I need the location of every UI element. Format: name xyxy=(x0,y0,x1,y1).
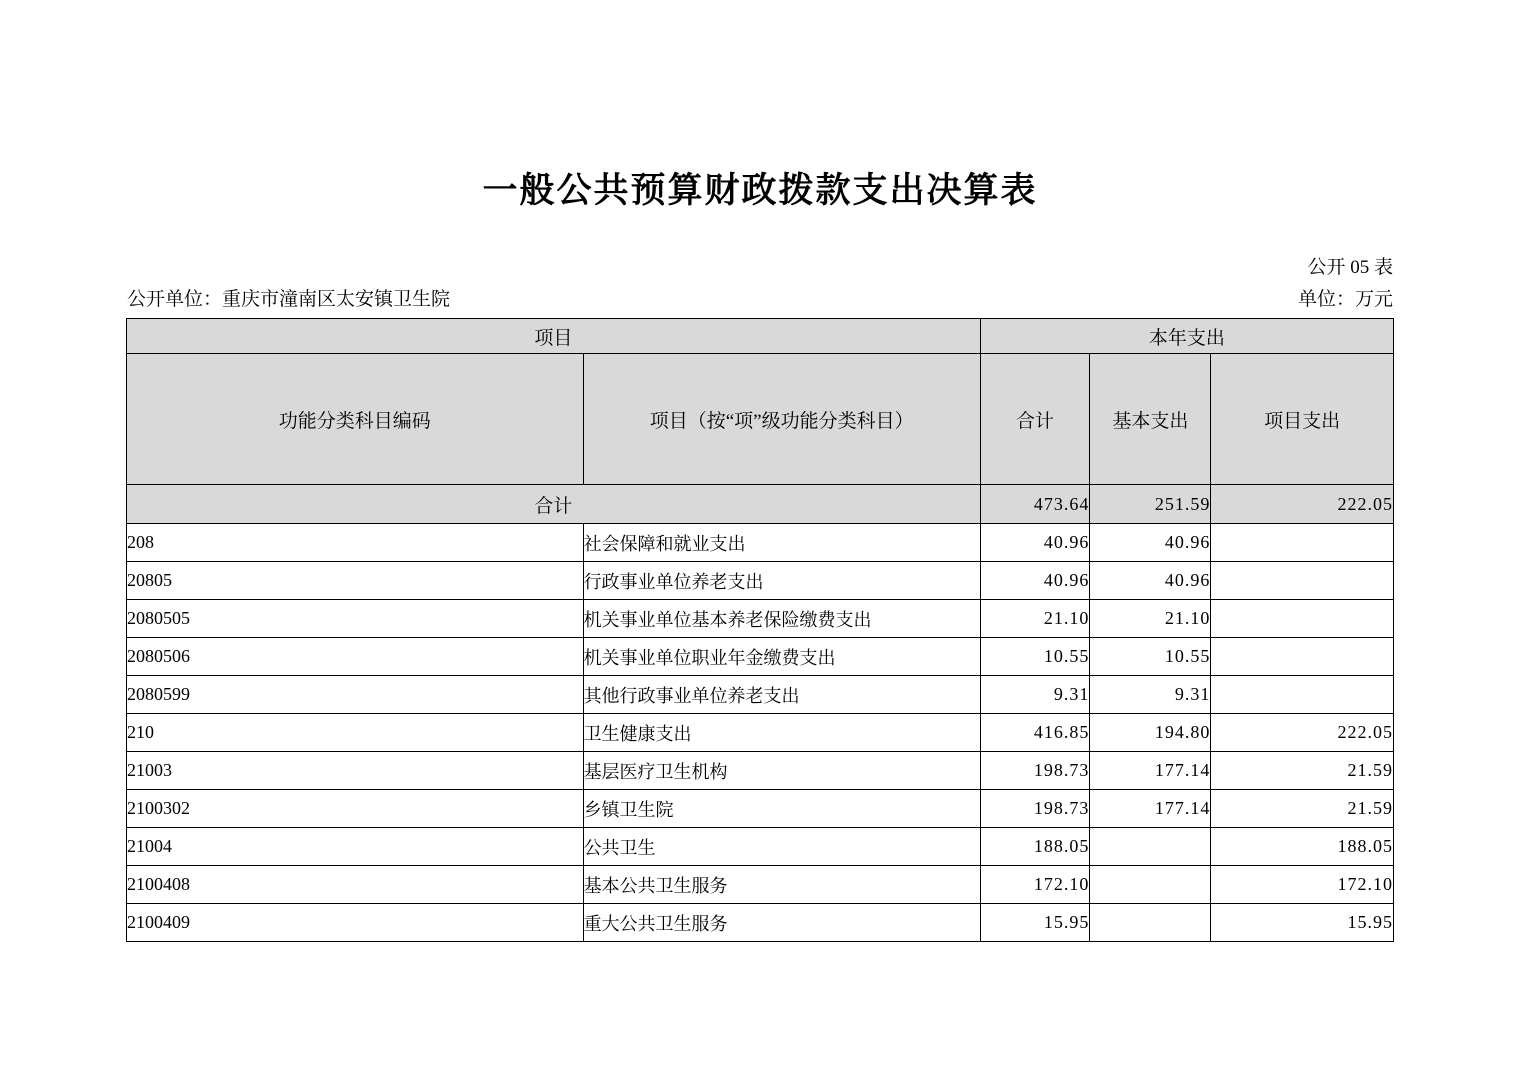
table-row xyxy=(127,752,1394,790)
row-total: 21.10 xyxy=(980,600,1090,638)
column-header-project: 项目支出 xyxy=(1211,354,1394,485)
column-header-basic: 基本支出 xyxy=(1090,354,1211,485)
group-header-current-year: 本年支出 xyxy=(980,319,1393,354)
table-group-header-row xyxy=(127,319,1394,354)
sheet-label-row xyxy=(127,252,1393,282)
total-row-label: 合计 xyxy=(127,485,981,524)
row-project: 172.10 xyxy=(1211,866,1394,904)
row-project: 222.05 xyxy=(1211,714,1394,752)
row-total: 198.73 xyxy=(980,752,1090,790)
row-project xyxy=(1211,638,1394,676)
row-basic: 21.10 xyxy=(1090,600,1211,638)
row-total: 9.31 xyxy=(980,676,1090,714)
table-row xyxy=(127,562,1394,600)
amount-unit-label: 单位：万元 xyxy=(1297,289,1393,310)
row-name: 基本公共卫生服务 xyxy=(583,866,980,904)
row-code: 210 xyxy=(127,714,584,752)
row-project xyxy=(1211,524,1394,562)
table-row xyxy=(127,600,1394,638)
row-name: 公共卫生 xyxy=(583,828,980,866)
row-code: 2080599 xyxy=(127,676,584,714)
row-name: 社会保障和就业支出 xyxy=(583,524,980,562)
page-title: 一般公共预算财政拨款支出决算表 xyxy=(482,171,1038,210)
total-row-project: 222.05 xyxy=(1211,485,1394,524)
row-total: 416.85 xyxy=(980,714,1090,752)
table-column-header-row xyxy=(127,354,1394,485)
row-total: 40.96 xyxy=(980,524,1090,562)
row-name: 其他行政事业单位养老支出 xyxy=(583,676,980,714)
row-name: 基层医疗卫生机构 xyxy=(583,752,980,790)
table-row xyxy=(127,714,1394,752)
total-row-basic: 251.59 xyxy=(1090,485,1211,524)
row-basic: 177.14 xyxy=(1090,752,1211,790)
row-code: 2080505 xyxy=(127,600,584,638)
row-basic: 177.14 xyxy=(1090,790,1211,828)
table-row xyxy=(127,638,1394,676)
row-basic: 40.96 xyxy=(1090,524,1211,562)
row-basic xyxy=(1090,866,1211,904)
table-row xyxy=(127,790,1394,828)
row-code: 20805 xyxy=(127,562,584,600)
row-basic: 9.31 xyxy=(1090,676,1211,714)
row-total: 10.55 xyxy=(980,638,1090,676)
row-name: 重大公共卫生服务 xyxy=(583,904,980,942)
row-project xyxy=(1211,600,1394,638)
total-row-total: 473.64 xyxy=(980,485,1090,524)
row-project: 15.95 xyxy=(1211,904,1394,942)
table-row xyxy=(127,904,1394,942)
row-basic: 40.96 xyxy=(1090,562,1211,600)
row-total: 198.73 xyxy=(980,790,1090,828)
row-total: 15.95 xyxy=(980,904,1090,942)
row-total: 172.10 xyxy=(980,866,1090,904)
row-code: 21004 xyxy=(127,828,584,866)
row-code: 2100302 xyxy=(127,790,584,828)
row-name: 机关事业单位基本养老保险缴费支出 xyxy=(583,600,980,638)
column-header-total: 合计 xyxy=(980,354,1090,485)
table-body xyxy=(127,485,1394,942)
table-row xyxy=(127,828,1394,866)
row-basic xyxy=(1090,904,1211,942)
disclosing-unit-label: 公开单位：重庆市潼南区太安镇卫生院 xyxy=(127,289,451,310)
row-code: 2100408 xyxy=(127,866,584,904)
row-basic: 194.80 xyxy=(1090,714,1211,752)
row-project xyxy=(1211,676,1394,714)
row-total: 40.96 xyxy=(980,562,1090,600)
table-row xyxy=(127,866,1394,904)
row-total: 188.05 xyxy=(980,828,1090,866)
row-basic: 10.55 xyxy=(1090,638,1211,676)
row-name: 乡镇卫生院 xyxy=(583,790,980,828)
table-row xyxy=(127,676,1394,714)
row-code: 2080506 xyxy=(127,638,584,676)
row-code: 208 xyxy=(127,524,584,562)
unit-info-row xyxy=(127,284,1393,318)
row-name: 机关事业单位职业年金缴费支出 xyxy=(583,638,980,676)
row-code: 2100409 xyxy=(127,904,584,942)
row-basic xyxy=(1090,828,1211,866)
sheet-number-label: 公开 05 表 xyxy=(1307,257,1393,278)
group-header-item: 项目 xyxy=(127,319,981,354)
row-project: 188.05 xyxy=(1211,828,1394,866)
column-header-code: 功能分类科目编码 xyxy=(127,354,584,485)
table-row xyxy=(127,524,1394,562)
column-header-name: 项目（按“项”级功能分类科目） xyxy=(583,354,980,485)
row-name: 行政事业单位养老支出 xyxy=(583,562,980,600)
row-project: 21.59 xyxy=(1211,790,1394,828)
row-project xyxy=(1211,562,1394,600)
row-name: 卫生健康支出 xyxy=(583,714,980,752)
table-row-total xyxy=(127,485,1394,524)
row-project: 21.59 xyxy=(1211,752,1394,790)
row-code: 21003 xyxy=(127,752,584,790)
budget-expenditure-table xyxy=(126,318,1394,942)
